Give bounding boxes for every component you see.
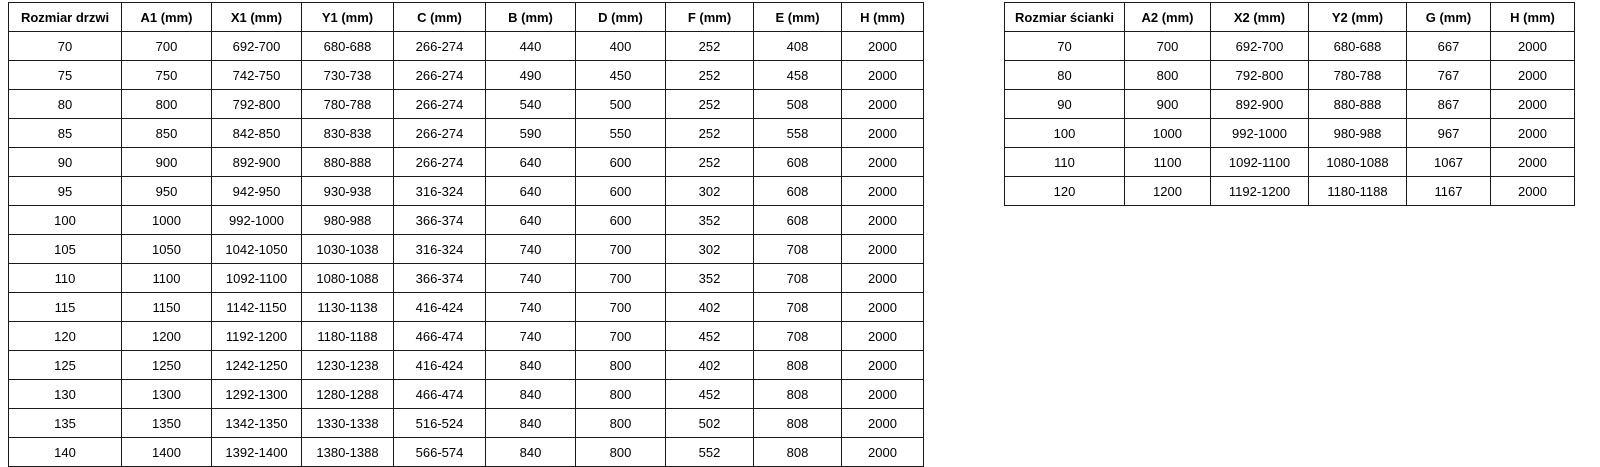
cell: 750 (122, 61, 212, 90)
cell: 800 (576, 409, 666, 438)
cell: 700 (576, 264, 666, 293)
cell: 2000 (1491, 148, 1575, 177)
cell: 808 (754, 351, 842, 380)
table-row (9, 119, 924, 148)
table-row (1005, 32, 1575, 61)
column-header-rozmiar-scianki: Rozmiar ścianki (1005, 3, 1125, 32)
cell: 1030-1038 (302, 235, 394, 264)
column-header-h: H (mm) (842, 3, 924, 32)
cell: 1342-1350 (212, 409, 302, 438)
column-header-y2: Y2 (mm) (1309, 3, 1407, 32)
table-row (9, 409, 924, 438)
cell: 2000 (842, 438, 924, 467)
cell: 402 (666, 293, 754, 322)
cell: 680-688 (1309, 32, 1407, 61)
column-header-a2: A2 (mm) (1125, 3, 1211, 32)
column-header-h: H (mm) (1491, 3, 1575, 32)
cell: 880-888 (302, 148, 394, 177)
cell: 1080-1088 (302, 264, 394, 293)
column-header-x2: X2 (mm) (1211, 3, 1309, 32)
cell: 2000 (842, 90, 924, 119)
cell: 850 (122, 119, 212, 148)
cell: 100 (9, 206, 122, 235)
cell: 640 (486, 148, 576, 177)
cell: 600 (576, 148, 666, 177)
cell: 366-374 (394, 264, 486, 293)
cell: 840 (486, 409, 576, 438)
table-row (9, 293, 924, 322)
cell: 800 (576, 438, 666, 467)
cell: 880-888 (1309, 90, 1407, 119)
cell: 692-700 (1211, 32, 1309, 61)
cell: 842-850 (212, 119, 302, 148)
cell: 767 (1407, 61, 1491, 90)
cell: 110 (1005, 148, 1125, 177)
cell: 266-274 (394, 32, 486, 61)
cell: 458 (754, 61, 842, 90)
wall-dimensions-table (1004, 2, 1575, 206)
cell: 590 (486, 119, 576, 148)
cell: 2000 (1491, 32, 1575, 61)
cell: 708 (754, 293, 842, 322)
cell: 708 (754, 322, 842, 351)
column-header-f: F (mm) (666, 3, 754, 32)
cell: 1250 (122, 351, 212, 380)
table-row (9, 351, 924, 380)
cell: 1292-1300 (212, 380, 302, 409)
cell: 892-900 (212, 148, 302, 177)
cell: 967 (1407, 119, 1491, 148)
doors-dimensions-table (8, 2, 924, 467)
column-header-g: G (mm) (1407, 3, 1491, 32)
cell: 780-788 (302, 90, 394, 119)
cell: 740 (486, 293, 576, 322)
cell: 800 (576, 351, 666, 380)
table-row (9, 235, 924, 264)
cell: 1380-1388 (302, 438, 394, 467)
cell: 266-274 (394, 119, 486, 148)
cell: 1180-1188 (1309, 177, 1407, 206)
cell: 416-424 (394, 351, 486, 380)
table-row (9, 177, 924, 206)
cell: 808 (754, 380, 842, 409)
doors-table-container (8, 2, 924, 467)
cell: 316-324 (394, 177, 486, 206)
cell: 740 (486, 264, 576, 293)
cell: 930-938 (302, 177, 394, 206)
table-row (1005, 148, 1575, 177)
column-header-x1: X1 (mm) (212, 3, 302, 32)
cell: 516-524 (394, 409, 486, 438)
cell: 100 (1005, 119, 1125, 148)
doors-table-body (9, 32, 924, 467)
table-row (1005, 61, 1575, 90)
table-row (1005, 119, 1575, 148)
cell: 1400 (122, 438, 212, 467)
cell: 252 (666, 32, 754, 61)
cell: 366-374 (394, 206, 486, 235)
cell: 95 (9, 177, 122, 206)
cell: 2000 (842, 61, 924, 90)
cell: 400 (576, 32, 666, 61)
table-row (9, 264, 924, 293)
cell: 1150 (122, 293, 212, 322)
cell: 500 (576, 90, 666, 119)
cell: 1200 (122, 322, 212, 351)
cell: 466-474 (394, 322, 486, 351)
cell: 992-1000 (212, 206, 302, 235)
table-row (9, 148, 924, 177)
cell: 2000 (842, 351, 924, 380)
cell: 792-800 (212, 90, 302, 119)
cell: 550 (576, 119, 666, 148)
cell: 140 (9, 438, 122, 467)
cell: 808 (754, 409, 842, 438)
table-header-row (9, 3, 924, 32)
cell: 540 (486, 90, 576, 119)
cell: 692-700 (212, 32, 302, 61)
cell: 130 (9, 380, 122, 409)
cell: 2000 (1491, 177, 1575, 206)
cell: 840 (486, 380, 576, 409)
cell: 1192-1200 (1211, 177, 1309, 206)
cell: 1000 (122, 206, 212, 235)
cell: 135 (9, 409, 122, 438)
cell: 452 (666, 322, 754, 351)
cell: 452 (666, 380, 754, 409)
cell: 700 (576, 235, 666, 264)
cell: 800 (122, 90, 212, 119)
cell: 2000 (842, 322, 924, 351)
cell: 742-750 (212, 61, 302, 90)
cell: 1192-1200 (212, 322, 302, 351)
cell: 942-950 (212, 177, 302, 206)
cell: 840 (486, 351, 576, 380)
cell: 120 (1005, 177, 1125, 206)
table-row (9, 206, 924, 235)
cell: 1230-1238 (302, 351, 394, 380)
cell: 252 (666, 61, 754, 90)
cell: 502 (666, 409, 754, 438)
cell: 105 (9, 235, 122, 264)
cell: 780-788 (1309, 61, 1407, 90)
cell: 80 (9, 90, 122, 119)
cell: 600 (576, 177, 666, 206)
cell: 640 (486, 206, 576, 235)
cell: 900 (1125, 90, 1211, 119)
wall-table-head (1005, 3, 1575, 32)
cell: 792-800 (1211, 61, 1309, 90)
cell: 115 (9, 293, 122, 322)
cell: 252 (666, 148, 754, 177)
cell: 1042-1050 (212, 235, 302, 264)
cell: 70 (9, 32, 122, 61)
column-header-y1: Y1 (mm) (302, 3, 394, 32)
wall-table-body (1005, 32, 1575, 206)
cell: 2000 (1491, 90, 1575, 119)
cell: 700 (122, 32, 212, 61)
cell: 1067 (1407, 148, 1491, 177)
cell: 700 (576, 293, 666, 322)
cell: 566-574 (394, 438, 486, 467)
cell: 608 (754, 206, 842, 235)
wall-table-container (1004, 2, 1575, 206)
cell: 740 (486, 322, 576, 351)
cell: 2000 (842, 235, 924, 264)
cell: 440 (486, 32, 576, 61)
cell: 75 (9, 61, 122, 90)
cell: 1100 (1125, 148, 1211, 177)
column-header-b: B (mm) (486, 3, 576, 32)
table-row (9, 90, 924, 119)
cell: 980-988 (302, 206, 394, 235)
cell: 252 (666, 90, 754, 119)
cell: 508 (754, 90, 842, 119)
cell: 1167 (1407, 177, 1491, 206)
cell: 1180-1188 (302, 322, 394, 351)
cell: 708 (754, 264, 842, 293)
cell: 980-988 (1309, 119, 1407, 148)
cell: 740 (486, 235, 576, 264)
cell: 2000 (1491, 61, 1575, 90)
cell: 2000 (1491, 119, 1575, 148)
cell: 558 (754, 119, 842, 148)
cell: 266-274 (394, 61, 486, 90)
cell: 2000 (842, 119, 924, 148)
table-row (1005, 177, 1575, 206)
cell: 1050 (122, 235, 212, 264)
column-header-d: D (mm) (576, 3, 666, 32)
cell: 80 (1005, 61, 1125, 90)
cell: 90 (1005, 90, 1125, 119)
cell: 316-324 (394, 235, 486, 264)
cell: 2000 (842, 264, 924, 293)
cell: 1200 (1125, 177, 1211, 206)
cell: 667 (1407, 32, 1491, 61)
cell: 730-738 (302, 61, 394, 90)
cell: 600 (576, 206, 666, 235)
table-row (9, 32, 924, 61)
column-header-a1: A1 (mm) (122, 3, 212, 32)
cell: 1392-1400 (212, 438, 302, 467)
cell: 808 (754, 438, 842, 467)
cell: 840 (486, 438, 576, 467)
cell: 2000 (842, 32, 924, 61)
cell: 352 (666, 206, 754, 235)
table-row (9, 322, 924, 351)
table-row (9, 61, 924, 90)
column-header-c: C (mm) (394, 3, 486, 32)
cell: 830-838 (302, 119, 394, 148)
cell: 402 (666, 351, 754, 380)
cell: 608 (754, 148, 842, 177)
cell: 2000 (842, 206, 924, 235)
cell: 85 (9, 119, 122, 148)
cell: 450 (576, 61, 666, 90)
cell: 680-688 (302, 32, 394, 61)
cell: 110 (9, 264, 122, 293)
cell: 120 (9, 322, 122, 351)
cell: 1142-1150 (212, 293, 302, 322)
cell: 302 (666, 235, 754, 264)
cell: 700 (576, 322, 666, 351)
cell: 90 (9, 148, 122, 177)
cell: 2000 (842, 380, 924, 409)
cell: 1000 (1125, 119, 1211, 148)
cell: 302 (666, 177, 754, 206)
doors-table-head (9, 3, 924, 32)
cell: 1280-1288 (302, 380, 394, 409)
cell: 70 (1005, 32, 1125, 61)
cell: 2000 (842, 409, 924, 438)
cell: 1092-1100 (1211, 148, 1309, 177)
cell: 608 (754, 177, 842, 206)
cell: 900 (122, 148, 212, 177)
cell: 490 (486, 61, 576, 90)
cell: 408 (754, 32, 842, 61)
cell: 2000 (842, 293, 924, 322)
cell: 266-274 (394, 90, 486, 119)
cell: 708 (754, 235, 842, 264)
cell: 466-474 (394, 380, 486, 409)
cell: 892-900 (1211, 90, 1309, 119)
cell: 800 (1125, 61, 1211, 90)
cell: 1080-1088 (1309, 148, 1407, 177)
table-row (9, 438, 924, 467)
cell: 252 (666, 119, 754, 148)
cell: 125 (9, 351, 122, 380)
cell: 352 (666, 264, 754, 293)
cell: 640 (486, 177, 576, 206)
cell: 2000 (842, 177, 924, 206)
cell: 950 (122, 177, 212, 206)
table-row (9, 380, 924, 409)
cell: 552 (666, 438, 754, 467)
cell: 1100 (122, 264, 212, 293)
cell: 1242-1250 (212, 351, 302, 380)
cell: 867 (1407, 90, 1491, 119)
table-row (1005, 90, 1575, 119)
cell: 1350 (122, 409, 212, 438)
cell: 992-1000 (1211, 119, 1309, 148)
cell: 416-424 (394, 293, 486, 322)
cell: 700 (1125, 32, 1211, 61)
cell: 1300 (122, 380, 212, 409)
cell: 1330-1338 (302, 409, 394, 438)
cell: 800 (576, 380, 666, 409)
column-header-e: E (mm) (754, 3, 842, 32)
table-header-row (1005, 3, 1575, 32)
cell: 266-274 (394, 148, 486, 177)
column-header-rozmiar-drzwi: Rozmiar drzwi (9, 3, 122, 32)
cell: 1092-1100 (212, 264, 302, 293)
cell: 2000 (842, 148, 924, 177)
cell: 1130-1138 (302, 293, 394, 322)
